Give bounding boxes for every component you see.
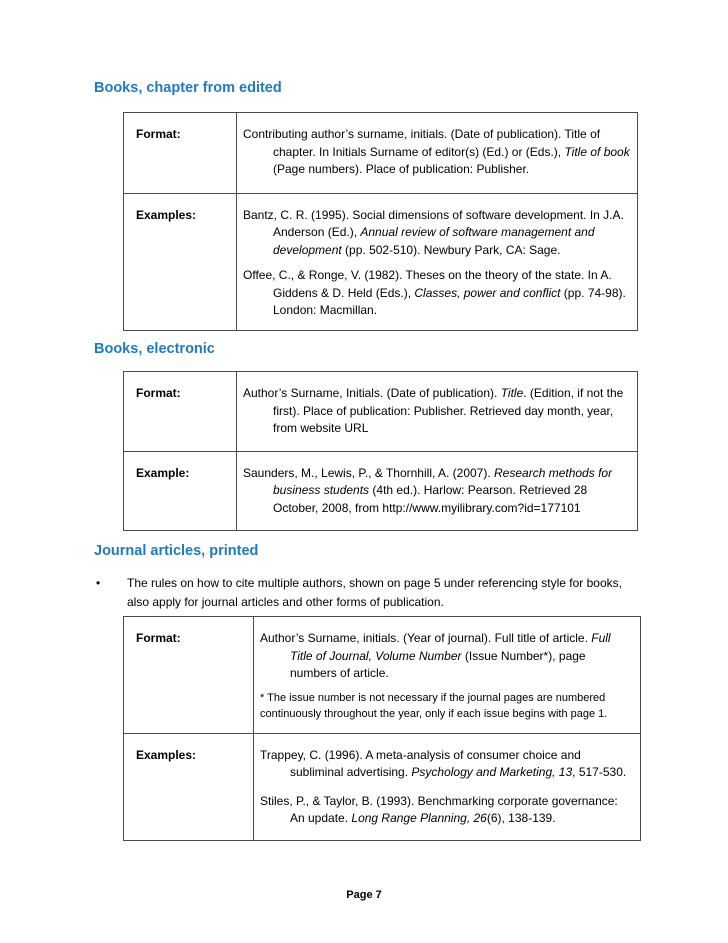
format-label: Format: (124, 113, 237, 194)
example-stiles: Stiles, P., & Taylor, B. (1993). Benchmarking corporate governance: An update. Long Range Planning, 26(6), 138-139. (260, 793, 618, 825)
format-text: Author’s Surname, Initials. (Date of publication). Title. (Edition, if not the first). Place of publication: Publisher. Retrieved day month, year, from website URL (243, 386, 624, 435)
chapter-reference-table (123, 112, 638, 331)
format-row (124, 372, 638, 452)
format-label: Format: (124, 372, 237, 452)
bullet-icon: • (96, 576, 101, 590)
example-offee: Offee, C., & Ronge, V. (1982). Theses on the theory of the state. In A. Giddens & D. Held (Eds.), Classes, power and conflict (pp. 74-98). London: Macmillan. (243, 268, 626, 317)
journal-reference-table (123, 616, 641, 841)
issue-number-footnote: * The issue number is not necessary if the journal pages are numbered continuously throughout the year, only if each issue begins with page 1. (260, 691, 608, 720)
examples-label: Examples: (124, 733, 254, 840)
examples-label: Examples: (124, 193, 237, 330)
examples-cell (254, 733, 641, 840)
example-row (124, 451, 638, 531)
section-heading-books-electronic: Books, electronic (94, 341, 215, 357)
format-text: Contributing author’s surname, initials. (Date of publication). Title of chapter. In Initials Surname of editor(s) (Ed.) or (Eds.), Title of book (Page numbers). Place of publication: Publisher. (243, 127, 630, 176)
example-trappey: Trappey, C. (1996). A meta-analysis of consumer choice and subliminal advertising. Psychology and Marketing, 13, 517-530. (260, 747, 627, 779)
format-cell (254, 617, 641, 734)
example-saunders: Saunders, M., Lewis, P., & Thornhill, A. (2007). Research methods for business students (4th ed.). Harlow: Pearson. Retrieved 28 October, 2008, from http://www.myilibrary.com?id=177101 (243, 465, 613, 515)
section-heading-books-chapter: Books, chapter from edited (94, 80, 282, 96)
format-label: Format: (124, 617, 254, 734)
format-text: Author’s Surname, initials. (Year of journal). Full title of article. Full Title of Journal, Volume Number (Issue Number*), page numbers of article. (260, 631, 611, 680)
example-bantz: Bantz, C. R. (1995). Social dimensions of software development. In J.A. Anderson (Ed.), Annual review of software management and development (pp. 502-510). Newbury Park, CA: Sage. (243, 207, 624, 257)
example-label: Example: (124, 451, 237, 531)
example-cell (237, 451, 638, 531)
format-cell (237, 113, 638, 194)
examples-row (124, 733, 641, 840)
format-cell (237, 372, 638, 452)
section-heading-journal-articles: Journal articles, printed (94, 543, 259, 559)
bullet-text: The rules on how to cite multiple authors, shown on page 5 under referencing style for books, also apply for journal articles and other forms of publication. (127, 576, 622, 609)
examples-row (124, 193, 638, 330)
examples-cell (237, 193, 638, 330)
format-row (124, 113, 638, 194)
format-row (124, 617, 641, 734)
electronic-reference-table (123, 371, 638, 531)
page-number: Page 7 (346, 889, 382, 901)
